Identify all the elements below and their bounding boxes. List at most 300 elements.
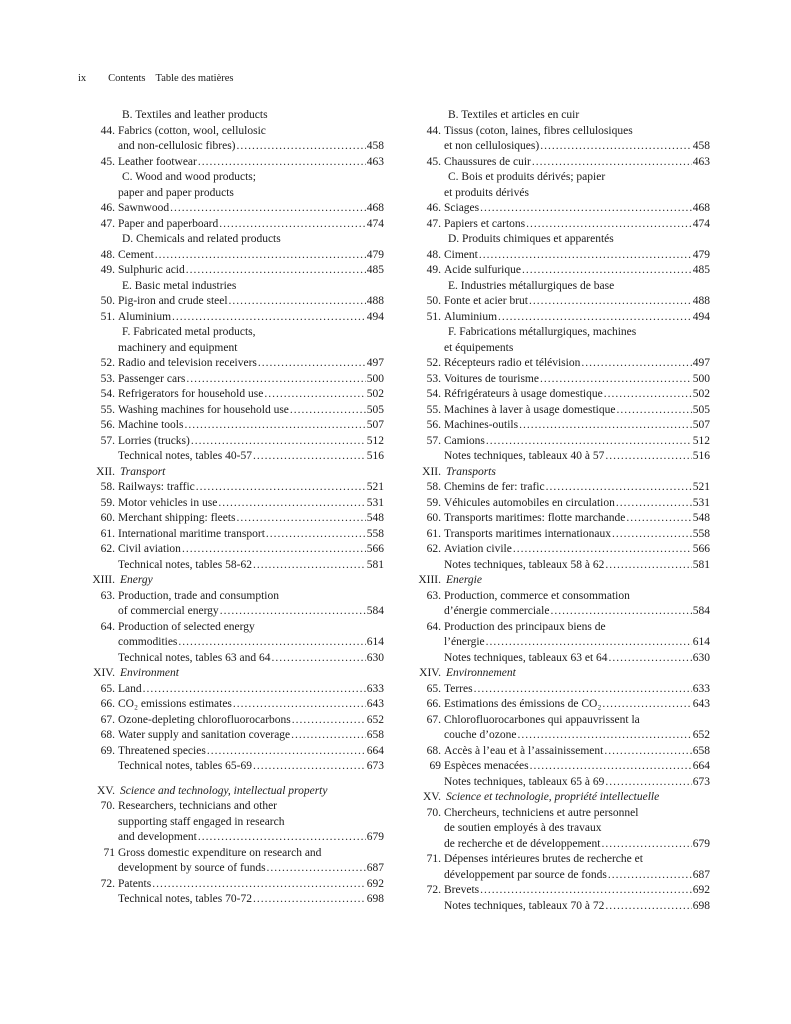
entry-title: Production, trade and consumption: [118, 589, 279, 602]
entry-title: Researchers, technicians and other: [118, 800, 278, 812]
entry-number: 51.: [100, 310, 115, 323]
toc-entry: [82, 310, 384, 326]
toc-entry: [82, 651, 384, 667]
toc-entry: [82, 635, 384, 651]
entry-title: and development: [118, 831, 197, 843]
entry-number: 65.: [426, 682, 441, 695]
entry-title: Production, commerce et consommation: [444, 589, 630, 602]
dot-leader: [605, 775, 691, 791]
entry-page-number: 485: [692, 264, 710, 276]
entry-page-number: 652: [692, 729, 710, 741]
dot-leader: [530, 759, 692, 775]
toc-entry: [408, 310, 710, 326]
entry-title: B. Textiles and leather products: [122, 109, 268, 121]
entry-number: 63.: [426, 589, 441, 602]
toc-entry: [408, 697, 710, 713]
entry-number: 58.: [100, 481, 115, 493]
entry-number: 64.: [426, 620, 441, 633]
entry-title: couche d’ozone: [444, 729, 517, 741]
toc-entry: [82, 892, 384, 908]
entry-title: and non-cellulosic fibres): [118, 140, 236, 152]
entry-title: E. Industries métallurgiques de base: [448, 279, 615, 292]
entry-title: Machines à laver à usage domestique: [444, 403, 616, 416]
entry-number: 46.: [426, 202, 441, 214]
toc-entry: [82, 784, 384, 800]
entry-number: XIV.: [93, 667, 115, 679]
entry-title: Notes techniques, tableaux 58 à 62: [444, 558, 605, 571]
entry-title: B. Textiles et articles en cuir: [448, 109, 580, 121]
entry-title: Acide sulfurique: [444, 264, 521, 276]
toc-entry: [408, 341, 710, 357]
entry-title: Gross domestic expenditure on research and: [118, 846, 322, 859]
dot-leader: [581, 356, 691, 372]
dot-leader: [184, 418, 365, 434]
toc-entry: [82, 217, 384, 233]
dot-leader: [170, 201, 366, 217]
entry-number: 47.: [426, 217, 441, 230]
toc-entry: [408, 713, 710, 729]
entry-title: Paper and paperboard: [118, 217, 219, 230]
entry-page-number: 652: [366, 713, 384, 726]
dot-leader: [198, 155, 366, 171]
entry-title: et équipements: [444, 341, 514, 354]
entry-number: 53.: [100, 372, 115, 385]
toc-entry: [408, 558, 710, 574]
toc-entry: [82, 527, 384, 543]
toc-entry: [408, 821, 710, 837]
toc-entry: [82, 799, 384, 815]
dot-leader: [519, 418, 692, 434]
dot-leader: [616, 403, 691, 419]
entry-title: C. Bois et produits dérivés; papier: [448, 171, 606, 183]
entry-title: Civil aviation: [118, 543, 181, 555]
entry-title: C. Wood and wood products;: [122, 171, 256, 183]
entry-number: 64.: [100, 620, 115, 633]
entry-page-number: 630: [366, 651, 384, 664]
dot-leader: [616, 496, 692, 512]
entry-page-number: 643: [692, 698, 710, 710]
entry-number: 48.: [100, 248, 115, 261]
entry-title: Aviation civile: [444, 543, 512, 555]
entry-page-number: 658: [366, 729, 384, 741]
entry-title: supporting staff engaged in research: [118, 815, 285, 828]
entry-number: 52.: [100, 357, 115, 369]
dot-leader: [196, 480, 366, 496]
entry-number: 66.: [100, 698, 115, 710]
entry-number: 55.: [426, 403, 441, 416]
entry-title: Machines-outils: [444, 419, 519, 431]
entry-page-number: 658: [692, 744, 710, 757]
entry-number: 56.: [100, 419, 115, 431]
toc-entry: [408, 868, 710, 884]
dot-leader: [532, 155, 692, 171]
dot-leader: [486, 635, 692, 651]
entry-page-number: 494: [692, 310, 710, 323]
toc-entry: [408, 527, 710, 543]
toc-entry: [408, 635, 710, 651]
toc-entry: [408, 139, 710, 155]
dot-leader: [513, 542, 692, 558]
entry-page-number: 507: [366, 419, 384, 431]
dot-leader: [229, 294, 366, 310]
entry-page-number: 679: [692, 837, 710, 850]
entry-title: Réfrigérateurs à usage domestique: [444, 388, 603, 400]
dot-leader: [253, 759, 366, 775]
toc-entry: [82, 108, 384, 124]
dot-leader: [178, 635, 365, 651]
dot-leader: [264, 387, 365, 403]
entry-title: Papiers et cartons: [444, 217, 526, 230]
entry-title: development by source of funds: [118, 862, 266, 874]
entry-title: E. Basic metal industries: [122, 279, 237, 292]
entry-number: 59.: [426, 496, 441, 509]
entry-title: F. Fabrications métallurgiques, machines: [448, 326, 637, 338]
dot-leader: [604, 744, 691, 760]
entry-title: Chaussures de cuir: [444, 155, 531, 168]
entry-title: Notes techniques, tableaux 65 à 69: [444, 775, 605, 788]
toc-entry: [408, 604, 710, 620]
entry-title: d’énergie commerciale: [444, 605, 550, 617]
entry-page-number: 698: [366, 893, 384, 905]
toc-entry: [82, 124, 384, 140]
entry-title: Production des principaux biens de: [444, 620, 606, 633]
entry-number: 67.: [426, 713, 441, 726]
dot-leader: [207, 744, 366, 760]
toc-entry: [82, 830, 384, 846]
entry-page-number: 584: [692, 605, 710, 617]
entry-page-number: 494: [366, 310, 384, 323]
entry-title: F. Fabricated metal products,: [122, 326, 256, 338]
dot-leader: [605, 449, 691, 465]
entry-title: Radio and television receivers: [118, 357, 257, 369]
toc-entry: [82, 434, 384, 450]
entry-title: Véhicules automobiles en circulation: [444, 496, 615, 509]
entry-number: XV.: [96, 784, 115, 797]
entry-page-number: 673: [366, 760, 384, 772]
dot-leader: [291, 728, 366, 744]
dot-leader: [218, 496, 365, 512]
entry-title: paper and paper products: [118, 186, 234, 199]
entry-page-number: 614: [366, 636, 384, 648]
toc-entry: [82, 232, 384, 248]
dot-leader: [605, 899, 691, 915]
toc-entry: [82, 728, 384, 744]
entry-page-number: 630: [692, 651, 710, 664]
dot-leader: [479, 248, 692, 264]
toc-entry: [82, 558, 384, 574]
entry-title: Dépenses intérieures brutes de recherche et: [444, 853, 643, 865]
header-title: Table des matières: [155, 73, 234, 84]
dot-leader: [143, 682, 366, 698]
toc-entry: [408, 899, 710, 915]
entry-title: Washing machines for household use: [118, 403, 289, 416]
entry-title: D. Produits chimiques et apparentés: [448, 233, 614, 245]
entry-page-number: 531: [692, 496, 710, 509]
dot-leader: [253, 449, 366, 465]
toc-entry: [408, 434, 710, 450]
entry-page-number: 479: [692, 248, 710, 261]
toc-entry: [82, 465, 384, 481]
entry-number: 47.: [100, 217, 115, 230]
toc-entry: [82, 744, 384, 760]
entry-number: XV.: [422, 791, 441, 803]
entry-title: machinery and equipment: [118, 341, 238, 354]
toc-entry: [82, 589, 384, 605]
entry-page-number: 581: [692, 558, 710, 571]
page-number: ix: [78, 73, 87, 84]
entry-page-number: 687: [366, 862, 384, 874]
toc-entry: [82, 279, 384, 295]
dot-leader: [602, 697, 691, 713]
toc-entry: [408, 201, 710, 217]
entry-number: 59.: [100, 496, 115, 509]
entry-number: 65.: [100, 682, 115, 695]
entry-number: 61.: [426, 527, 441, 540]
entry-page-number: 485: [366, 264, 384, 276]
entry-title: Estimations des émissions de CO₂: [444, 698, 602, 710]
entry-number: 49.: [100, 264, 115, 276]
entry-page-number: 458: [692, 140, 710, 152]
toc-entry: [82, 713, 384, 729]
dot-leader: [292, 713, 366, 729]
entry-number: XII.: [96, 465, 115, 478]
entry-number: 63.: [100, 589, 115, 602]
entry-title: Railways: traffic: [118, 481, 195, 493]
entry-page-number: 516: [366, 450, 384, 462]
entry-title: Espèces menacées: [444, 760, 529, 772]
entry-title: Chemins de fer: trafic: [444, 481, 545, 493]
entry-title: Chercheurs, techniciens et autre personnel: [444, 806, 639, 819]
entry-title: Transports maritimes internationaux: [444, 527, 611, 540]
entry-page-number: 505: [366, 403, 384, 416]
toc-entry: [408, 573, 710, 589]
dot-leader: [498, 310, 692, 326]
entry-title: Environment: [120, 667, 179, 679]
toc-entry: [408, 248, 710, 264]
toc-entry: [408, 511, 710, 527]
toc-entry: [408, 790, 710, 806]
entry-title: Camions: [444, 434, 485, 447]
entry-page-number: 633: [692, 682, 710, 695]
entry-page-number: 614: [692, 636, 710, 648]
toc-entry: [408, 465, 710, 481]
toc-entry: [408, 837, 710, 853]
entry-title: développement par source de fonds: [444, 868, 607, 881]
entry-title: Voitures de tourisme: [444, 372, 539, 385]
entry-page-number: 497: [692, 357, 710, 369]
toc-entry: [408, 356, 710, 372]
toc-entry: [82, 815, 384, 831]
header-section: Contents: [108, 73, 146, 84]
entry-page-number: 548: [366, 512, 384, 524]
entry-number: 60.: [100, 512, 115, 524]
dot-leader: [601, 837, 691, 853]
entry-number: 53.: [426, 372, 441, 385]
entry-title: et non cellulosiques): [444, 140, 540, 152]
toc-entry: [408, 325, 710, 341]
toc-entry: [82, 248, 384, 264]
entry-number: 72.: [100, 877, 115, 890]
dot-leader: [253, 558, 366, 574]
entry-title: Energy: [120, 574, 153, 586]
entry-page-number: 479: [366, 248, 384, 261]
toc-entry: [82, 480, 384, 496]
entry-page-number: 502: [366, 388, 384, 400]
entry-number: XIII.: [418, 574, 441, 586]
entry-number: 57.: [100, 434, 115, 447]
entry-page-number: 500: [366, 372, 384, 385]
entry-page-number: 566: [366, 543, 384, 555]
dot-leader: [540, 139, 692, 155]
dot-leader: [258, 356, 366, 372]
entry-number: 55.: [100, 403, 115, 416]
toc-entry: [408, 542, 710, 558]
entry-title: Lorries (trucks): [118, 434, 190, 447]
dot-leader: [233, 697, 366, 713]
entry-number: XIII.: [92, 574, 115, 586]
entry-number: 45.: [100, 155, 115, 168]
dot-leader: [271, 651, 365, 667]
toc-entry: [408, 449, 710, 465]
entry-page-number: 512: [692, 434, 710, 447]
entry-page-number: 548: [692, 512, 710, 524]
toc-entry: [408, 232, 710, 248]
entry-page-number: 521: [692, 481, 710, 493]
entry-page-number: 531: [366, 496, 384, 509]
entry-page-number: 468: [366, 202, 384, 214]
toc-entry: [408, 496, 710, 512]
entry-title: Transports: [446, 465, 496, 478]
entry-page-number: 497: [366, 357, 384, 369]
entry-page-number: 502: [692, 388, 710, 400]
toc-entry: [408, 620, 710, 636]
toc-entry: [82, 325, 384, 341]
toc-entry: [408, 170, 710, 186]
entry-page-number: 664: [692, 760, 710, 772]
entry-page-number: 633: [366, 682, 384, 695]
entry-page-number: 692: [692, 884, 710, 896]
entry-title: Energie: [446, 574, 482, 586]
entry-number: 44.: [100, 124, 115, 137]
entry-number: 56.: [426, 419, 441, 431]
entry-number: 60.: [426, 512, 441, 524]
toc-entry: [408, 883, 710, 899]
toc-entry: [82, 697, 384, 713]
entry-number: 62.: [100, 543, 115, 555]
entry-page-number: 505: [692, 403, 710, 416]
entry-page-number: 687: [692, 868, 710, 881]
toc-entry: [408, 124, 710, 140]
entry-page-number: 474: [692, 217, 710, 230]
entry-title: et produits dérivés: [444, 186, 529, 199]
entry-page-number: 507: [692, 419, 710, 431]
toc-entry: [408, 806, 710, 822]
entry-title: Ozone-depleting chlorofluorocarbons: [118, 713, 291, 726]
toc-entry: [82, 496, 384, 512]
entry-title: Technical notes, tables 65-69: [118, 760, 252, 772]
dot-leader: [219, 217, 365, 233]
entry-number: 62.: [426, 543, 441, 555]
toc-entry: [82, 604, 384, 620]
entry-title: Land: [118, 682, 142, 695]
entry-page-number: 463: [366, 155, 384, 168]
toc-entry: [408, 775, 710, 791]
entry-number: 46.: [100, 202, 115, 214]
entry-page-number: 500: [692, 372, 710, 385]
toc-entry: [82, 418, 384, 434]
entry-page-number: 664: [366, 744, 384, 757]
toc-entry: [82, 877, 384, 893]
entry-page-number: 488: [366, 295, 384, 307]
dot-leader: [546, 480, 692, 496]
toc-entry: [82, 356, 384, 372]
toc-entry: [408, 387, 710, 403]
entry-number: 54.: [426, 388, 441, 400]
entry-number: 50.: [426, 295, 441, 307]
entry-title: Fabrics (cotton, wool, cellulosic: [118, 124, 266, 137]
entry-page-number: 698: [692, 899, 710, 912]
toc-column-french: [408, 108, 710, 914]
dot-leader: [605, 558, 691, 574]
entry-page-number: 521: [366, 481, 384, 493]
toc-entry: [408, 186, 710, 202]
entry-title: Technical notes, tables 63 and 64: [118, 651, 271, 664]
entry-page-number: 474: [366, 217, 384, 230]
entry-title: Accès à l’eau et à l’assainissement: [444, 744, 604, 757]
entry-number: 48.: [426, 248, 441, 261]
entry-page-number: 468: [692, 202, 710, 214]
entry-page-number: 488: [692, 295, 710, 307]
entry-title: Brevets: [444, 884, 480, 896]
entry-number: 52.: [426, 357, 441, 369]
entry-number: 68.: [100, 729, 115, 741]
dot-leader: [604, 387, 692, 403]
dot-leader: [486, 434, 692, 450]
entry-title: Fonte et acier brut: [444, 295, 528, 307]
entry-title: Threatened species: [118, 744, 206, 757]
dot-leader: [526, 217, 692, 233]
entry-title: Chlorofluorocarbones qui appauvrissent la: [444, 713, 640, 726]
dot-leader: [522, 263, 692, 279]
dot-leader: [529, 294, 692, 310]
dot-leader: [540, 372, 692, 388]
entry-number: 50.: [100, 295, 115, 307]
toc-entry: [408, 279, 710, 295]
entry-title: Cement: [118, 248, 154, 261]
entry-number: 69: [429, 760, 441, 772]
toc-column-english: [82, 108, 384, 908]
toc-entry: [408, 108, 710, 124]
entry-page-number: 673: [692, 775, 710, 788]
entry-title: Water supply and sanitation coverage: [118, 729, 291, 741]
toc-entry: [82, 294, 384, 310]
toc-entry: [82, 542, 384, 558]
toc-entry: [408, 294, 710, 310]
entry-number: 70.: [426, 806, 441, 819]
dot-leader: [155, 248, 366, 264]
toc-entry: [82, 846, 384, 862]
toc-entry: [82, 186, 384, 202]
dot-leader: [220, 604, 366, 620]
entry-title: Merchant shipping: fleets: [118, 512, 236, 524]
entry-page-number: 692: [366, 877, 384, 890]
entry-title: Notes techniques, tableaux 70 à 72: [444, 899, 605, 912]
entry-number: 68.: [426, 744, 441, 757]
dot-leader: [480, 201, 692, 217]
entry-number: 71: [103, 846, 115, 859]
entry-number: 71.: [426, 853, 441, 865]
entry-page-number: 679: [366, 831, 384, 843]
